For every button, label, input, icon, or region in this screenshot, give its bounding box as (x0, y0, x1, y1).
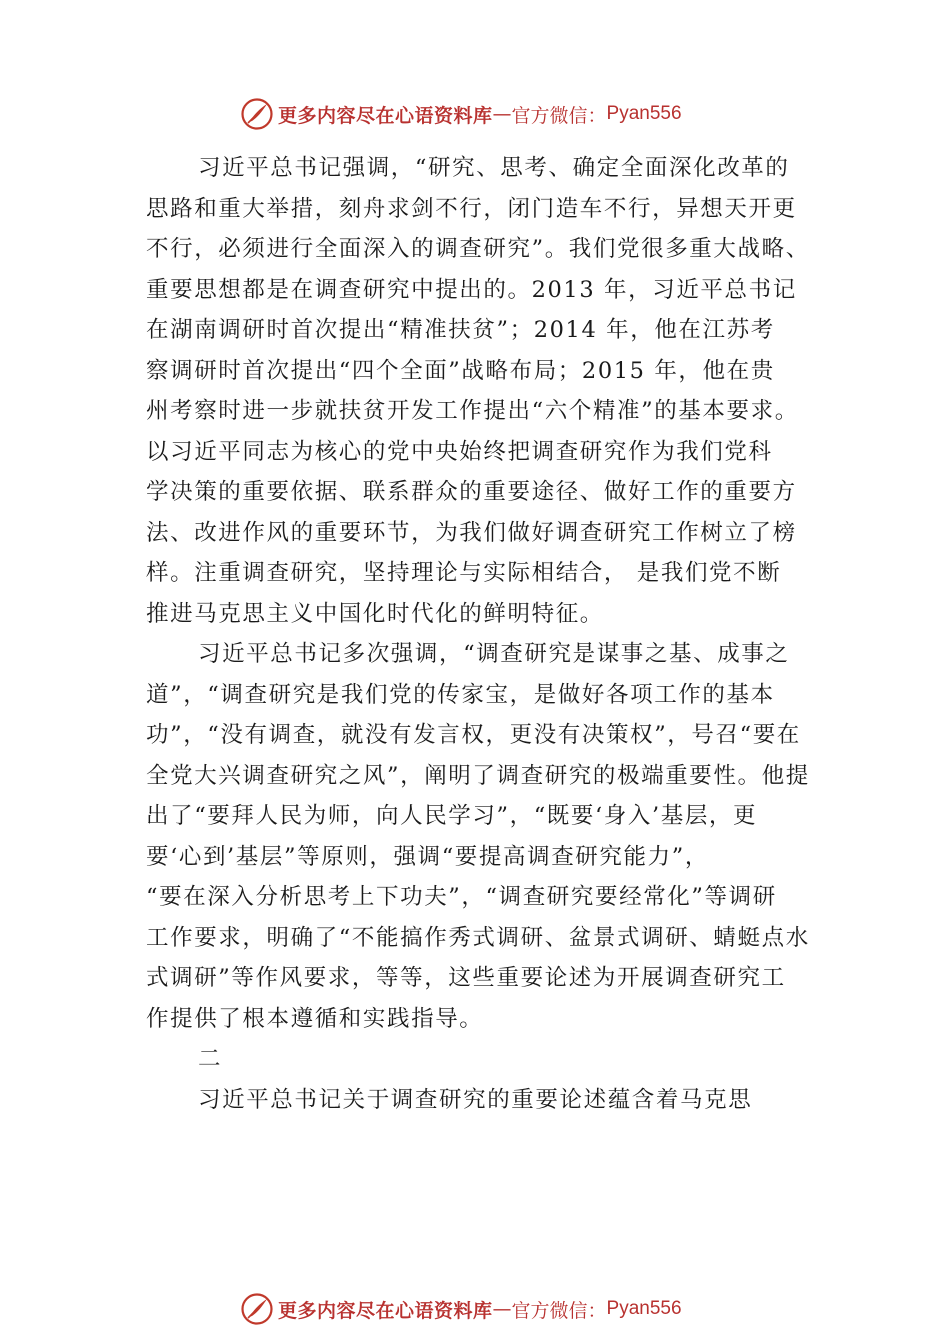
text-line: 学决策的重要依据、联系群众的重要途径、做好工作的重要方 (146, 479, 797, 505)
text-line: 习近平总书记关于调查研究的重要论述蕴含着马克思 (198, 1086, 753, 1113)
watermark-wechat-id: Pyan556 (606, 103, 682, 124)
text-line: 要‘心到’基层”等原则，强调“要提高调查研究能力”， (146, 843, 709, 870)
text-line: 思路和重大举措，刻舟求剑不行，闭门造车不行，异想天开更 (146, 195, 797, 222)
watermark-dash: — (492, 1298, 512, 1320)
footer-watermark (240, 1291, 760, 1327)
text-line: 推进马克思主义中国化时代化的鲜明特征。 (146, 600, 604, 627)
quill-logo-icon (240, 1292, 274, 1326)
text-line: 不行，必须进行全面深入的调查研究”。我们党很多重大战略、 (146, 236, 810, 262)
text-line: 习近平总书记多次强调，“调查研究是谋事之基、成事之 (198, 641, 790, 667)
text-line: 在湖南调研时首次提出“精准扶贫”；2014 年，他在江苏考 (146, 317, 775, 343)
text-line: 式调研”等作风要求，等等，这些重要论述为开展调查研究工 (146, 965, 786, 991)
text-line: 以习近平同志为核心的党中央始终把调查研究作为我们党科 (146, 438, 773, 465)
watermark-dash: — (492, 103, 512, 125)
text-line: 全党大兴调查研究之风”，阐明了调查研究的极端重要性。他提 (146, 762, 810, 789)
text-line: 习近平总书记强调，“研究、思考、确定全面深化改革的 (198, 155, 790, 181)
watermark-title: 更多内容尽在心语资料库 (278, 104, 493, 127)
watermark-title: 更多内容尽在心语资料库 (278, 1299, 493, 1322)
text-line: 重要思想都是在调查研究中提出的。2013 年，习近平总书记 (146, 276, 797, 303)
text-line: 工作要求，明确了“不能搞作秀式调研、盆景式调研、蜻蜓点水 (146, 924, 810, 951)
text-line: 功”，“没有调查，就没有发言权，更没有决策权”，号召“要在 (146, 722, 801, 748)
watermark-wechat-id: Pyan556 (606, 1298, 682, 1319)
text-line: 作提供了根本遵循和实践指导。 (146, 1005, 484, 1032)
document-body (146, 148, 826, 1120)
text-line: 法、改进作风的重要环节，为我们做好调查研究工作树立了榜 (146, 519, 797, 546)
text-line: 道”，“调查研究是我们党的传家宝，是做好各项工作的基本 (146, 681, 775, 708)
text-line: 样。注重调查研究，坚持理论与实际相结合， 是我们党不断 (146, 560, 782, 586)
text-line: 出了“要拜人民为师，向人民学习”，“既要‘身入’基层，更 (146, 803, 758, 829)
watermark-label: 官方微信： (511, 104, 607, 127)
text-line: “要在深入分析思考上下功夫”，“调查研究要经常化”等调研 (146, 884, 777, 910)
watermark-label: 官方微信： (511, 1299, 607, 1322)
header-watermark (240, 96, 760, 132)
text-line: 察调研时首次提出“四个全面”战略布局；2015 年，他在贵 (146, 357, 775, 384)
quill-logo-icon (240, 97, 274, 131)
text-line: 州考察时进一步就扶贫开发工作提出“六个精准”的基本要求。 (146, 398, 799, 424)
text-line: 二 (198, 1046, 223, 1072)
